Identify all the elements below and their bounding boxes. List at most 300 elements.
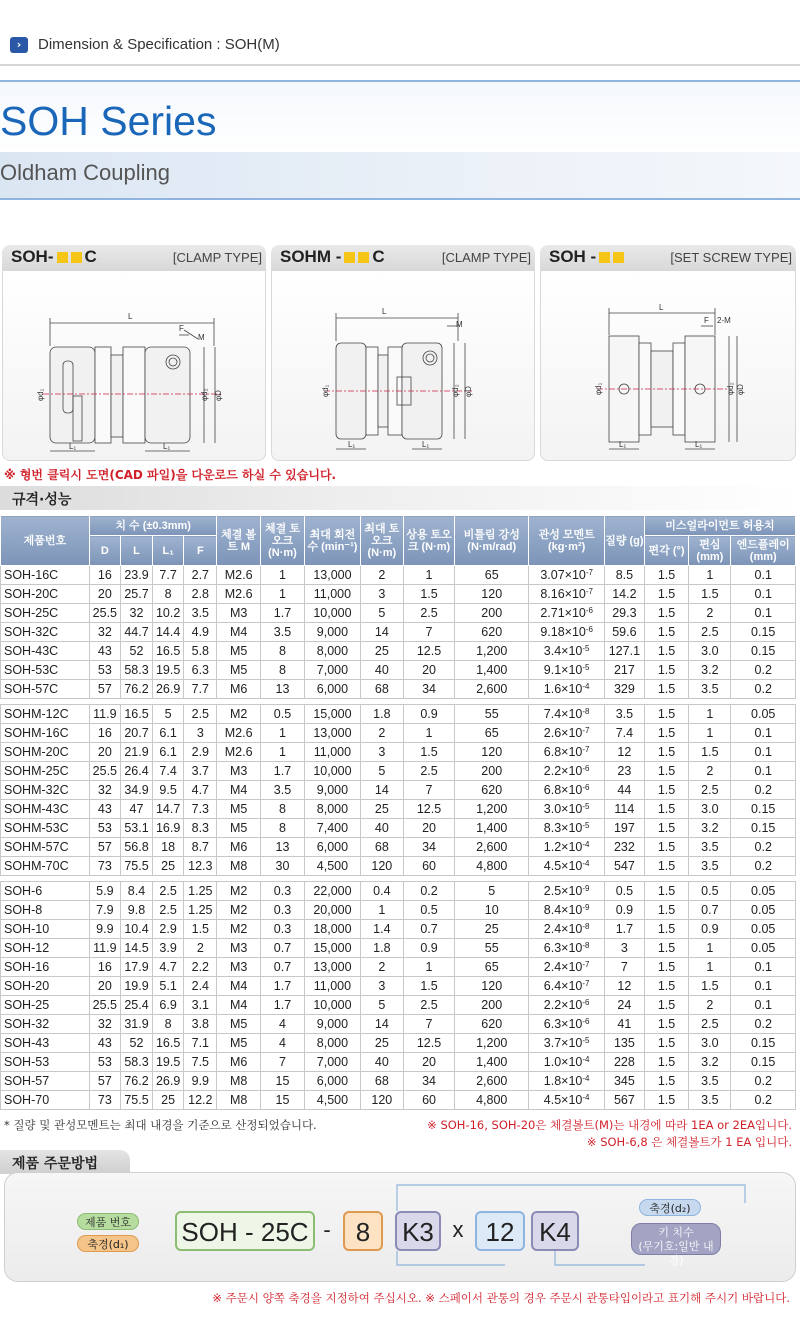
table-cell: 3	[360, 977, 403, 996]
exponent: -9	[582, 903, 590, 912]
table-cell: 2.7	[184, 566, 217, 585]
table-cell: M2.6	[217, 566, 260, 585]
table-cell: 0.5	[260, 705, 304, 724]
table-cell: 73	[89, 857, 120, 876]
table-cell: 0.15	[731, 800, 796, 819]
table-cell: 1	[360, 901, 403, 920]
clamp-coupling-drawing[interactable]	[2, 271, 266, 461]
page-subtitle: Oldham Coupling	[0, 160, 170, 185]
table-cell: 1.5	[644, 743, 688, 762]
panel-code	[549, 247, 624, 267]
inertia-cell: $3.0\times 10^{-5}$	[529, 800, 604, 819]
table-cell: 2.5	[689, 781, 731, 800]
product-code-link[interactable]: SOH-43C	[1, 642, 90, 661]
table-cell: 4	[260, 1034, 304, 1053]
footnote-mass: * 질량 및 관성모멘트는 최대 내경을 기준으로 산정되었습니다.	[4, 1118, 317, 1132]
table-cell: 120	[455, 585, 529, 604]
table-row	[1, 920, 796, 939]
table-cell: 25.5	[89, 762, 120, 781]
exponent: -6	[582, 764, 590, 773]
header-l1: L₁	[153, 536, 184, 566]
table-cell: 20	[403, 661, 454, 680]
product-code-link[interactable]: SOH-20	[1, 977, 90, 996]
table-row	[1, 680, 796, 699]
table-cell: 25.5	[89, 604, 120, 623]
table-cell: 1.5	[644, 838, 688, 857]
table-row	[1, 800, 796, 819]
table-cell: 34.9	[120, 781, 152, 800]
table-cell: 1.5	[403, 977, 454, 996]
product-code-link[interactable]: SOH-12	[1, 939, 90, 958]
exponent: -6	[582, 1017, 590, 1026]
table-cell: 25.7	[120, 585, 152, 604]
product-code-link[interactable]: SOH-8	[1, 901, 90, 920]
table-cell: 1	[403, 724, 454, 743]
product-code-link[interactable]: SOHM-43C	[1, 800, 90, 819]
header-l: L	[120, 536, 152, 566]
table-cell: 12	[604, 977, 644, 996]
table-cell: 1.7	[260, 977, 304, 996]
table-cell: 55	[455, 939, 529, 958]
product-code-link[interactable]: SOH-70	[1, 1091, 90, 1110]
label-l: L	[128, 312, 133, 321]
label-l1: L₁	[69, 442, 77, 451]
product-code-link[interactable]: SOHM-20C	[1, 743, 90, 762]
table-cell: 14.2	[604, 585, 644, 604]
inertia-cell: $2.71\times 10^{-6}$	[529, 604, 604, 623]
table-cell: 2	[689, 996, 731, 1015]
table-cell: 7	[604, 958, 644, 977]
table-cell: 1.25	[184, 882, 217, 901]
table-cell: 11.9	[89, 705, 120, 724]
table-cell: 2,600	[455, 680, 529, 699]
table-cell: 5.1	[153, 977, 184, 996]
exponent: -5	[582, 1036, 590, 1045]
header-angle: 편각 (°)	[644, 536, 688, 566]
table-cell: 120	[360, 857, 403, 876]
table-cell: 68	[360, 838, 403, 857]
table-cell: 1.5	[644, 857, 688, 876]
table-cell: 0.1	[731, 604, 796, 623]
table-cell: 44.7	[120, 623, 152, 642]
table-row	[1, 724, 796, 743]
table-cell: 14	[360, 623, 403, 642]
table-cell: 75.5	[120, 857, 152, 876]
table-cell: 18	[153, 838, 184, 857]
inertia-cell: $1.8\times 10^{-4}$	[529, 1072, 604, 1091]
product-code-link[interactable]: SOH-25	[1, 996, 90, 1015]
table-cell: 40	[360, 819, 403, 838]
table-cell: 1.5	[644, 1091, 688, 1110]
table-cell: 21.9	[120, 743, 152, 762]
table-cell: M2	[217, 882, 260, 901]
table-cell: 6.1	[153, 743, 184, 762]
table-cell: 43	[89, 800, 120, 819]
table-cell: 3.7	[184, 762, 217, 781]
product-code-link[interactable]: SOH-57C	[1, 680, 90, 699]
exponent: -5	[582, 663, 590, 672]
table-cell: M3	[217, 762, 260, 781]
code-suffix: C	[84, 247, 97, 266]
table-cell: 0.15	[731, 623, 796, 642]
product-code-link[interactable]: SOHM-12C	[1, 705, 90, 724]
header-dims: 치 수 (±0.3mm)	[89, 516, 217, 536]
table-cell: 1,400	[455, 819, 529, 838]
table-cell: 20	[89, 743, 120, 762]
table-cell: M3	[217, 604, 260, 623]
table-cell: 8	[260, 642, 304, 661]
table-cell: 120	[455, 743, 529, 762]
table-cell: 65	[455, 724, 529, 743]
table-cell: 1.5	[644, 623, 688, 642]
table-cell: M5	[217, 642, 260, 661]
table-row	[1, 939, 796, 958]
panel-soh-clamp[interactable]	[2, 245, 266, 461]
table-cell: 7.3	[184, 800, 217, 819]
inertia-cell: $6.3\times 10^{-8}$	[529, 939, 604, 958]
table-cell: 29.3	[604, 604, 644, 623]
table-cell: 1.5	[644, 958, 688, 977]
label-l: L	[659, 303, 664, 312]
table-cell: 7.9	[89, 901, 120, 920]
product-code-link[interactable]: SOH-16C	[1, 566, 90, 585]
table-cell: 4.7	[153, 958, 184, 977]
table-cell: M2	[217, 901, 260, 920]
product-code-link[interactable]: SOH-53C	[1, 661, 90, 680]
table-cell: 0.1	[731, 762, 796, 781]
arrow-right-icon: ›	[10, 37, 28, 53]
table-cell: 43	[89, 642, 120, 661]
table-cell: 1	[689, 939, 731, 958]
table-cell: 6.9	[153, 996, 184, 1015]
table-row	[1, 882, 796, 901]
table-cell: 19.5	[153, 661, 184, 680]
table-cell: 1.5	[184, 920, 217, 939]
table-cell: 10.2	[153, 604, 184, 623]
table-row	[1, 585, 796, 604]
table-cell: 0.2	[731, 680, 796, 699]
inertia-cell: $3.07\times 10^{-7}$	[529, 566, 604, 585]
table-cell: 76.2	[120, 680, 152, 699]
table-cell: 9,000	[305, 781, 361, 800]
table-cell: 0.5	[403, 901, 454, 920]
exponent: -6	[582, 783, 590, 792]
table-cell: 11,000	[305, 585, 361, 604]
order-key-k3-box: K3	[395, 1211, 441, 1251]
table-cell: 6,000	[305, 1072, 361, 1091]
table-cell: 1.5	[689, 977, 731, 996]
label-2m: 2-M	[717, 316, 731, 325]
inertia-cell: $4.5\times 10^{-4}$	[529, 1091, 604, 1110]
table-cell: M5	[217, 1034, 260, 1053]
table-cell: 7,000	[305, 661, 361, 680]
table-cell: 60	[403, 857, 454, 876]
clamp-coupling-drawing[interactable]	[271, 271, 535, 461]
table-cell: 16.5	[153, 642, 184, 661]
table-cell: 15	[260, 1072, 304, 1091]
table-cell: 25	[455, 920, 529, 939]
inertia-cell: $1.6\times 10^{-4}$	[529, 680, 604, 699]
table-cell: 0.3	[260, 882, 304, 901]
table-cell: 1.5	[644, 762, 688, 781]
order-key-k4-box: K4	[531, 1211, 579, 1251]
table-cell: 30	[260, 857, 304, 876]
table-cell: 345	[604, 1072, 644, 1091]
table-cell: 13,000	[305, 958, 361, 977]
table-cell: 1.5	[644, 1015, 688, 1034]
table-cell: 2,600	[455, 838, 529, 857]
spec-table	[0, 515, 796, 1110]
table-cell: 3.5	[689, 838, 731, 857]
placeholder-square	[344, 252, 355, 263]
table-cell: 0.2	[731, 661, 796, 680]
table-cell: M2.6	[217, 743, 260, 762]
table-cell: 32	[89, 781, 120, 800]
panel-type: [CLAMP TYPE]	[172, 250, 262, 265]
table-cell: 2	[689, 762, 731, 781]
product-code-link[interactable]: SOH-32	[1, 1015, 90, 1034]
table-row	[1, 996, 796, 1015]
inertia-cell: $8.4\times 10^{-9}$	[529, 901, 604, 920]
table-cell: 1.5	[644, 996, 688, 1015]
table-cell: 217	[604, 661, 644, 680]
inertia-cell: $6.4\times 10^{-7}$	[529, 977, 604, 996]
table-row	[1, 901, 796, 920]
table-cell: 10,000	[305, 762, 361, 781]
panel-sohm-clamp[interactable]	[271, 245, 535, 461]
header-f: F	[184, 536, 217, 566]
table-cell: 5	[455, 882, 529, 901]
cad-download-note: ※ 형번 클릭시 도면(CAD 파일)을 다운로드 하실 수 있습니다.	[4, 468, 337, 482]
table-cell: M5	[217, 800, 260, 819]
exponent: -5	[582, 644, 590, 653]
table-cell: 0.2	[731, 838, 796, 857]
table-cell: 20	[403, 819, 454, 838]
table-cell: 16.9	[153, 819, 184, 838]
table-cell: 20	[89, 977, 120, 996]
table-cell: 0.1	[731, 566, 796, 585]
table-cell: 26.9	[153, 1072, 184, 1091]
table-cell: 16.5	[120, 705, 152, 724]
table-cell: 3	[604, 939, 644, 958]
spec-table-body	[1, 566, 796, 1110]
table-cell: 34	[403, 838, 454, 857]
table-cell: 1.5	[644, 920, 688, 939]
table-row	[1, 977, 796, 996]
table-cell: 2	[184, 939, 217, 958]
product-code-link[interactable]: SOH-43	[1, 1034, 90, 1053]
table-cell: 0.05	[731, 939, 796, 958]
table-cell: 197	[604, 819, 644, 838]
table-cell: 1.5	[644, 977, 688, 996]
code-prefix: SOH -	[549, 247, 597, 266]
table-cell: 10,000	[305, 604, 361, 623]
table-cell: 7	[403, 1015, 454, 1034]
header-stiffness: 비틀림 강성 (N·m/rad)	[455, 516, 529, 566]
table-cell: 4,500	[305, 1091, 361, 1110]
table-cell: 4,800	[455, 857, 529, 876]
product-code-link[interactable]: SOH-16	[1, 958, 90, 977]
table-cell: 7.4	[153, 762, 184, 781]
table-cell: 53	[89, 661, 120, 680]
table-cell: 19.9	[120, 977, 152, 996]
table-cell: 8.7	[184, 838, 217, 857]
label-f: F	[704, 316, 709, 325]
table-cell: 200	[455, 762, 529, 781]
product-code-link[interactable]: SOH-25C	[1, 604, 90, 623]
table-cell: 200	[455, 604, 529, 623]
product-code-link[interactable]: SOH-53	[1, 1053, 90, 1072]
table-cell: 620	[455, 781, 529, 800]
table-cell: 14.4	[153, 623, 184, 642]
product-code-link[interactable]: SOHM-32C	[1, 781, 90, 800]
label-l1: L₁	[619, 440, 627, 449]
product-code-link[interactable]: SOHM-53C	[1, 819, 90, 838]
table-cell: 1.7	[260, 604, 304, 623]
table-cell: 4,800	[455, 1091, 529, 1110]
inertia-cell: $6.3\times 10^{-6}$	[529, 1015, 604, 1034]
inertia-cell: $9.18\times 10^{-6}$	[529, 623, 604, 642]
product-code-link[interactable]: SOHM-16C	[1, 724, 90, 743]
table-cell: M5	[217, 1015, 260, 1034]
table-cell: 12.3	[184, 857, 217, 876]
table-cell: 41	[604, 1015, 644, 1034]
product-code-link[interactable]: SOH-57	[1, 1072, 90, 1091]
table-cell: 25	[360, 642, 403, 661]
table-cell: 57	[89, 680, 120, 699]
table-cell: 547	[604, 857, 644, 876]
table-cell: 0.9	[403, 939, 454, 958]
header-max-torque: 최대 토오크 (N·m)	[360, 516, 403, 566]
order-method-box	[4, 1172, 796, 1282]
product-code-link[interactable]: SOH-20C	[1, 585, 90, 604]
table-cell: M8	[217, 1072, 260, 1091]
exponent: -7	[582, 745, 590, 754]
table-row	[1, 743, 796, 762]
table-cell: 57	[89, 1072, 120, 1091]
table-cell: 0.15	[731, 819, 796, 838]
order-x: x	[452, 1217, 464, 1242]
table-cell: 0.2	[731, 781, 796, 800]
panel-soh-setscrew[interactable]	[540, 245, 796, 461]
table-cell: 12	[604, 743, 644, 762]
table-cell: 11.9	[89, 939, 120, 958]
table-cell: 1.8	[360, 939, 403, 958]
table-cell: 40	[360, 1053, 403, 1072]
table-row	[1, 781, 796, 800]
exponent: -8	[582, 922, 590, 931]
table-row	[1, 623, 796, 642]
table-cell: M4	[217, 977, 260, 996]
table-cell: 0.15	[731, 1034, 796, 1053]
panel-header	[540, 245, 796, 271]
table-cell: M4	[217, 623, 260, 642]
label-d2: φd₂	[451, 384, 460, 397]
table-cell: 1	[260, 743, 304, 762]
table-cell: 22,000	[305, 882, 361, 901]
table-cell: 8	[153, 1015, 184, 1034]
table-cell: 68	[360, 1072, 403, 1091]
table-cell: 3.5	[260, 623, 304, 642]
table-cell: 12.5	[403, 642, 454, 661]
table-cell: 58.3	[120, 661, 152, 680]
table-cell: 2	[360, 566, 403, 585]
table-cell: 7,400	[305, 819, 361, 838]
table-cell: 11,000	[305, 977, 361, 996]
panel-header	[271, 245, 535, 271]
label-d2: φd₂	[726, 382, 735, 395]
table-cell: 9.9	[184, 1072, 217, 1091]
header-use-torque: 상용 토오크 (N·m)	[403, 516, 454, 566]
table-cell: 2	[689, 604, 731, 623]
table-cell: 14.5	[120, 939, 152, 958]
table-row	[1, 819, 796, 838]
key-size-desc: (무기호:일반 내경)	[638, 1240, 714, 1267]
table-cell: 1.5	[644, 901, 688, 920]
code-prefix: SOH-	[11, 247, 54, 266]
inertia-cell: $6.8\times 10^{-6}$	[529, 781, 604, 800]
exponent: -5	[582, 821, 590, 830]
header-d: D	[89, 536, 120, 566]
table-cell: M6	[217, 1053, 260, 1072]
inertia-cell: $3.7\times 10^{-5}$	[529, 1034, 604, 1053]
table-cell: 32	[89, 623, 120, 642]
table-cell: 14	[360, 781, 403, 800]
table-cell: 2,600	[455, 1072, 529, 1091]
table-cell: 1	[260, 566, 304, 585]
inertia-cell: $2.2\times 10^{-6}$	[529, 996, 604, 1015]
table-cell: 60	[403, 1091, 454, 1110]
product-code-link[interactable]: SOH-10	[1, 920, 90, 939]
table-cell: 12.5	[403, 800, 454, 819]
table-cell: 1,400	[455, 661, 529, 680]
table-cell: 32	[89, 1015, 120, 1034]
table-cell: 1.7	[604, 920, 644, 939]
table-cell: 13,000	[305, 724, 361, 743]
exponent: -4	[582, 859, 590, 868]
product-code-link[interactable]: SOH-32C	[1, 623, 90, 642]
table-cell: 2.9	[184, 743, 217, 762]
table-row	[1, 1034, 796, 1053]
table-cell: 1.5	[644, 1034, 688, 1053]
table-cell: 2.5	[184, 705, 217, 724]
product-code-link[interactable]: SOH-6	[1, 882, 90, 901]
table-cell: 0.3	[260, 920, 304, 939]
product-code-link[interactable]: SOHM-57C	[1, 838, 90, 857]
inertia-cell: $9.1\times 10^{-5}$	[529, 661, 604, 680]
table-cell: 73	[89, 1091, 120, 1110]
label-key-size	[631, 1223, 721, 1267]
setscrew-coupling-drawing[interactable]	[540, 271, 796, 461]
breadcrumb: Dimension & Specification : SOH(M)	[38, 36, 280, 53]
table-cell: 2.2	[184, 958, 217, 977]
table-cell: 34	[403, 680, 454, 699]
table-cell: 3.5	[689, 1091, 731, 1110]
table-cell: 9,000	[305, 623, 361, 642]
table-cell: 3.9	[153, 939, 184, 958]
panel-code	[280, 247, 385, 267]
inertia-cell: $2.4\times 10^{-7}$	[529, 958, 604, 977]
product-code-link[interactable]: SOHM-25C	[1, 762, 90, 781]
placeholder-square	[71, 252, 82, 263]
table-cell: 1,200	[455, 642, 529, 661]
table-cell: 8	[260, 800, 304, 819]
product-code-link[interactable]: SOHM-70C	[1, 857, 90, 876]
table-row	[1, 762, 796, 781]
table-row	[1, 838, 796, 857]
table-cell: 7	[403, 623, 454, 642]
header-offset: 편심 (mm)	[689, 536, 731, 566]
